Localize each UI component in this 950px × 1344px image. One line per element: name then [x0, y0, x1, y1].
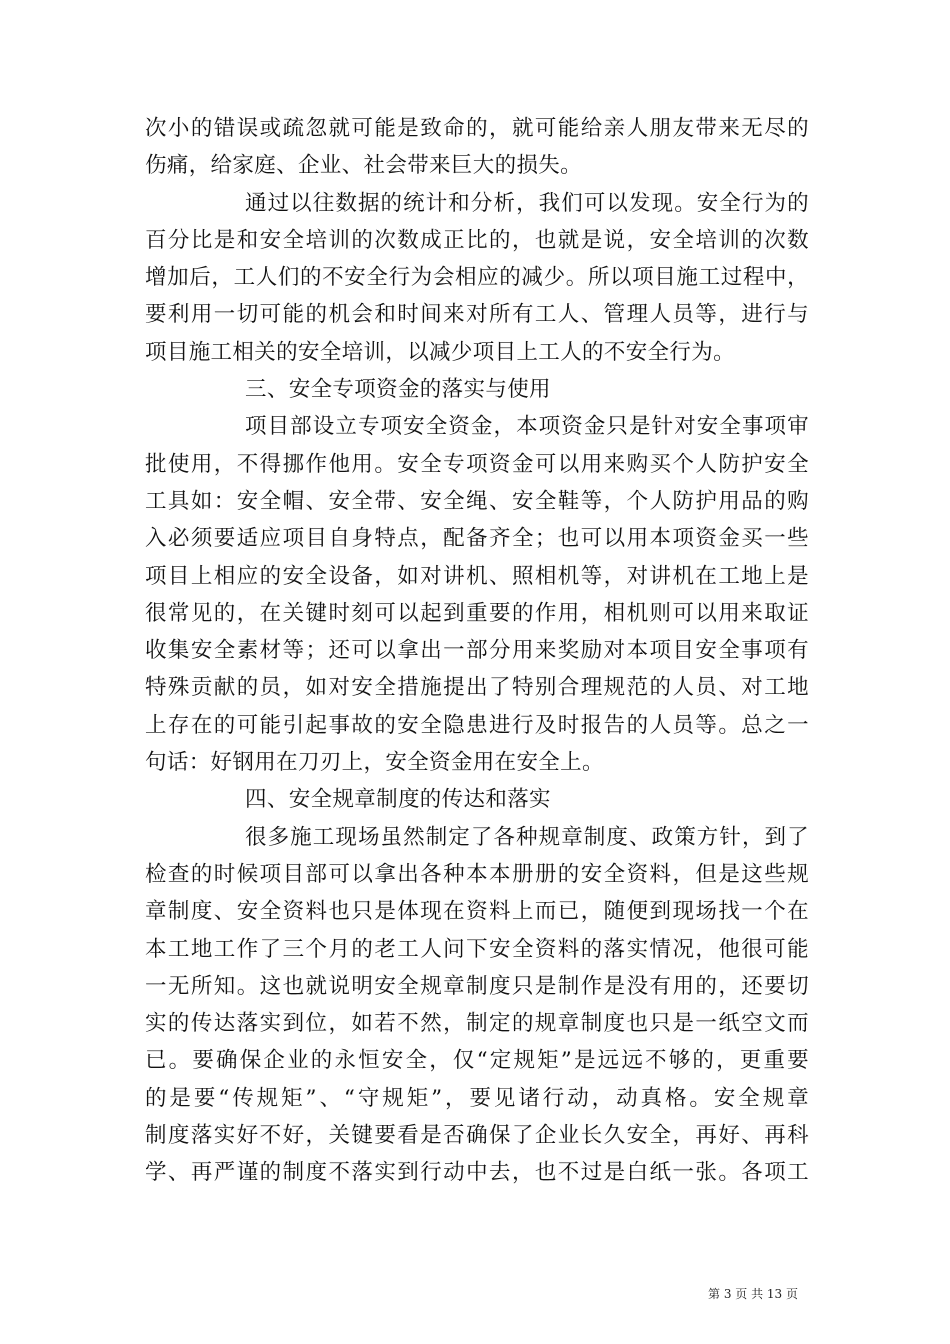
text-line-2: 伤痛，给家庭、企业、社会带来巨大的损失。 [145, 153, 583, 179]
text-line-18: 句话：好钢用在刀刃上，安全资金用在安全上。 [145, 750, 604, 776]
text-line-17: 上存在的可能引起事故的安全隐患进行及时报告的人员等。总之一 [145, 712, 809, 738]
section-heading-4: 四、安全规章制度的传达和落实 [245, 787, 551, 813]
text-line-21: 检查的时候项目部可以拿出各种本本册册的安全资料，但是这些规 [145, 861, 809, 887]
text-line-4: 百分比是和安全培训的次数成正比的，也就是说，安全培训的次数 [145, 227, 809, 253]
text-line-25: 实的传达落实到位，如若不然，制定的规章制度也只是一纸空文而 [145, 1011, 809, 1037]
page-number-footer: 第 3 页 共 13 页 [708, 1287, 798, 1301]
text-line-16: 特殊贡献的员，如对安全措施提出了特别合理规范的人员、对工地 [145, 675, 809, 701]
body-text [145, 110, 809, 1192]
text-line-12: 入必须要适应项目自身特点，配备齐全；也可以用本项资金买一些 [145, 526, 809, 552]
text-line-13: 项目上相应的安全设备，如对讲机、照相机等，对讲机在工地上是 [145, 563, 809, 589]
text-line-29: 学、再严谨的制度不落实到行动中去，也不过是白纸一张。各项工 [145, 1160, 809, 1186]
text-line-23: 本工地工作了三个月的老工人问下安全资料的落实情况，他很可能 [145, 936, 809, 962]
text-line-27: 的是要“传规矩”、“守规矩”，要见诸行动，动真格。安全规章 [145, 1085, 809, 1111]
text-line-28: 制度落实好不好，关键要看是否确保了企业长久安全，再好、再科 [145, 1123, 809, 1149]
text-line-7: 项目施工相关的安全培训，以减少项目上工人的不安全行为。 [145, 339, 735, 365]
text-line-5: 增加后，工人们的不安全行为会相应的减少。所以项目施工过程中， [145, 265, 809, 291]
text-line-6: 要利用一切可能的机会和时间来对所有工人、管理人员等，进行与 [145, 302, 809, 328]
text-line-14: 很常见的，在关键时刻可以起到重要的作用，相机则可以用来取证 [145, 600, 809, 626]
text-line-11: 工具如：安全帽、安全带、安全绳、安全鞋等，个人防护用品的购 [145, 488, 809, 514]
text-line-1: 次小的错误或疏忽就可能是致命的，就可能给亲人朋友带来无尽的 [145, 116, 809, 141]
text-line-26: 已。要确保企业的永恒安全，仅“定规矩”是远远不够的，更重要 [145, 1048, 809, 1074]
text-line-3: 通过以往数据的统计和分析，我们可以发现。安全行为的 [245, 190, 809, 216]
section-heading-3: 三、安全专项资金的落实与使用 [245, 377, 551, 403]
text-line-20: 很多施工现场虽然制定了各种规章制度、政策方针，到了 [245, 824, 809, 850]
text-line-22: 章制度、安全资料也只是体现在资料上而已，随便到现场找一个在 [145, 899, 809, 925]
text-line-24: 一无所知。这也就说明安全规章制度只是制作是没有用的，还要切 [145, 973, 809, 999]
text-line-9: 项目部设立专项安全资金，本项资金只是针对安全事项审 [245, 414, 809, 440]
text-line-15: 收集安全素材等；还可以拿出一部分用来奖励对本项目安全事项有 [145, 638, 809, 664]
text-line-10: 批使用，不得挪作他用。安全专项资金可以用来购买个人防护安全 [145, 451, 809, 477]
